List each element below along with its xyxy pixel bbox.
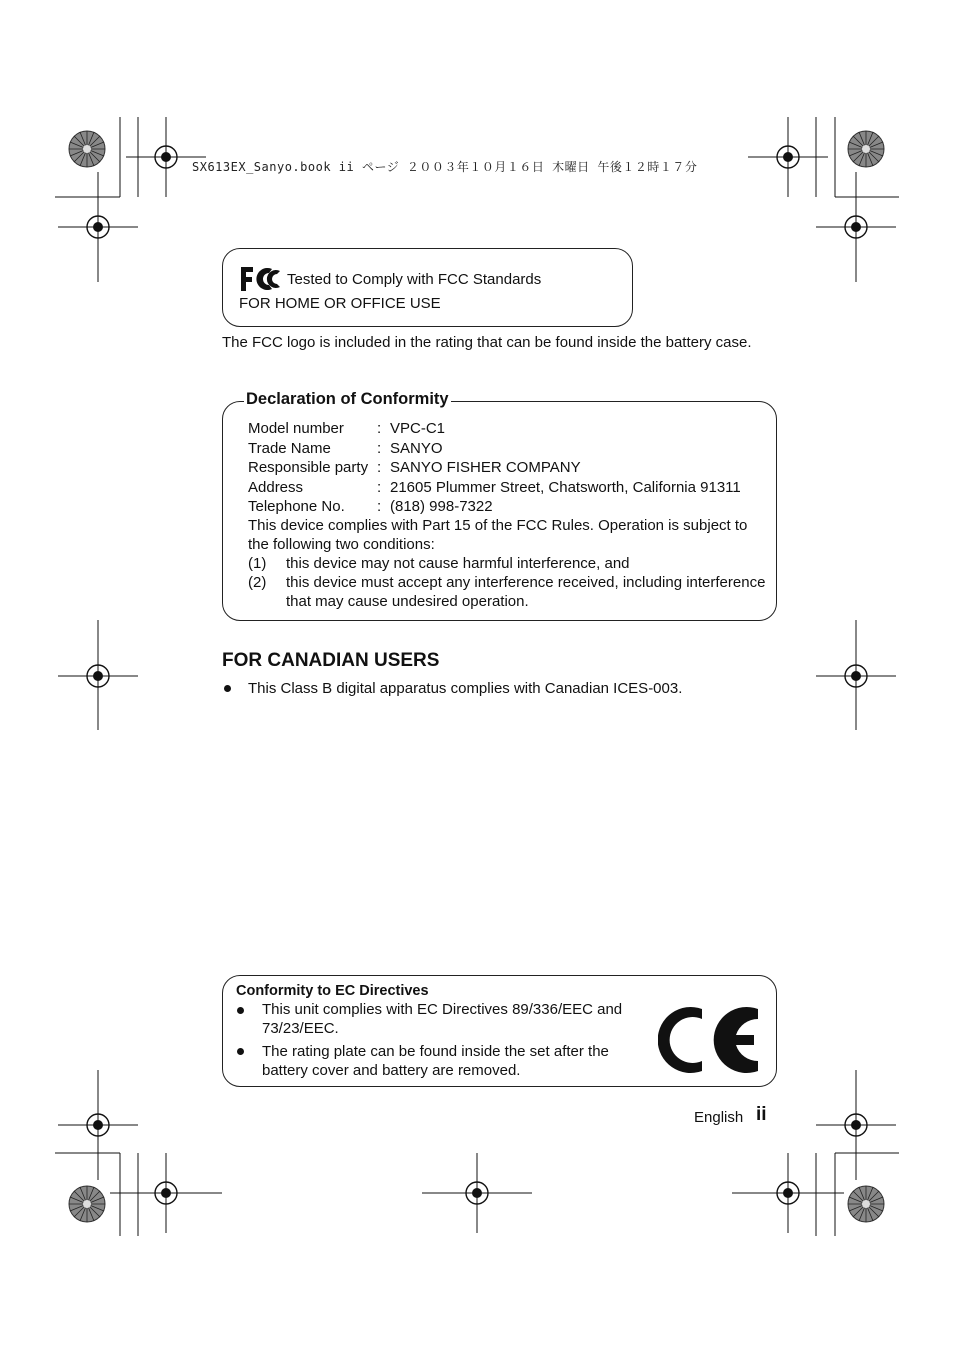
ce-mark-icon <box>658 1003 762 1077</box>
condition-number: (1) <box>248 555 267 572</box>
bullet-icon <box>237 1048 244 1055</box>
condition-text: this device may not cause harmful interference, and <box>286 555 630 572</box>
condition-text: this device must accept any interference received, including interference that may cause undesired operation. <box>286 574 766 610</box>
fcc-logo-icon <box>239 265 281 293</box>
row-separator: : <box>377 420 382 437</box>
row-label: Trade Name <box>248 439 331 457</box>
print-header: SX613EX_Sanyo.book ii ページ ２００３年１０月１６日 木曜日 午後１２時１７分 <box>192 160 698 174</box>
condition-item <box>248 573 768 611</box>
ec-item: This unit complies with EC Directives 89/336/EEC and 73/23/EEC. <box>262 1001 623 1037</box>
row-label: Model number <box>248 420 344 437</box>
canadian-item: This Class B digital apparatus complies with Canadian ICES-003. <box>248 680 683 697</box>
declaration-statement-block <box>248 516 768 611</box>
row-value: SANYO <box>390 439 443 457</box>
fcc-note: The FCC logo is included in the rating that can be found inside the battery case. <box>222 334 752 351</box>
row-label: Telephone No. <box>248 498 345 515</box>
row-separator: : <box>377 478 382 496</box>
footer-language: English <box>694 1109 744 1126</box>
ec-item: The rating plate can be found inside the set after the battery cover and battery are removed. <box>262 1043 609 1079</box>
bullet-icon <box>237 1007 244 1014</box>
declaration-title: Declaration of Conformity <box>246 390 449 408</box>
condition-item <box>248 554 768 573</box>
row-separator: : <box>377 439 382 457</box>
row-separator: : <box>377 459 382 476</box>
row-label: Responsible party <box>248 459 369 476</box>
row-value: (818) 998-7322 <box>390 498 493 515</box>
canadian-heading: FOR CANADIAN USERS <box>222 650 440 671</box>
ec-title: Conformity to EC Directives <box>236 983 429 999</box>
declaration-statement: This device complies with Part 15 of the FCC Rules. Operation is subject to the following two conditions: <box>248 517 748 553</box>
condition-number: (2) <box>248 574 267 591</box>
row-value: 21605 Plummer Street, Chatsworth, California 91311 <box>390 478 741 496</box>
fcc-use-text: FOR HOME OR OFFICE USE <box>239 295 441 312</box>
row-separator: : <box>377 498 382 515</box>
row-value: SANYO FISHER COMPANY <box>390 459 581 476</box>
row-value: VPC-C1 <box>390 420 446 437</box>
fcc-tested-text: Tested to Comply with FCC Standards <box>287 271 542 288</box>
row-label: Address <box>248 478 304 496</box>
page-number: ii <box>756 1104 767 1125</box>
bullet-icon <box>224 685 231 692</box>
fcc-compliance-box <box>222 248 633 327</box>
